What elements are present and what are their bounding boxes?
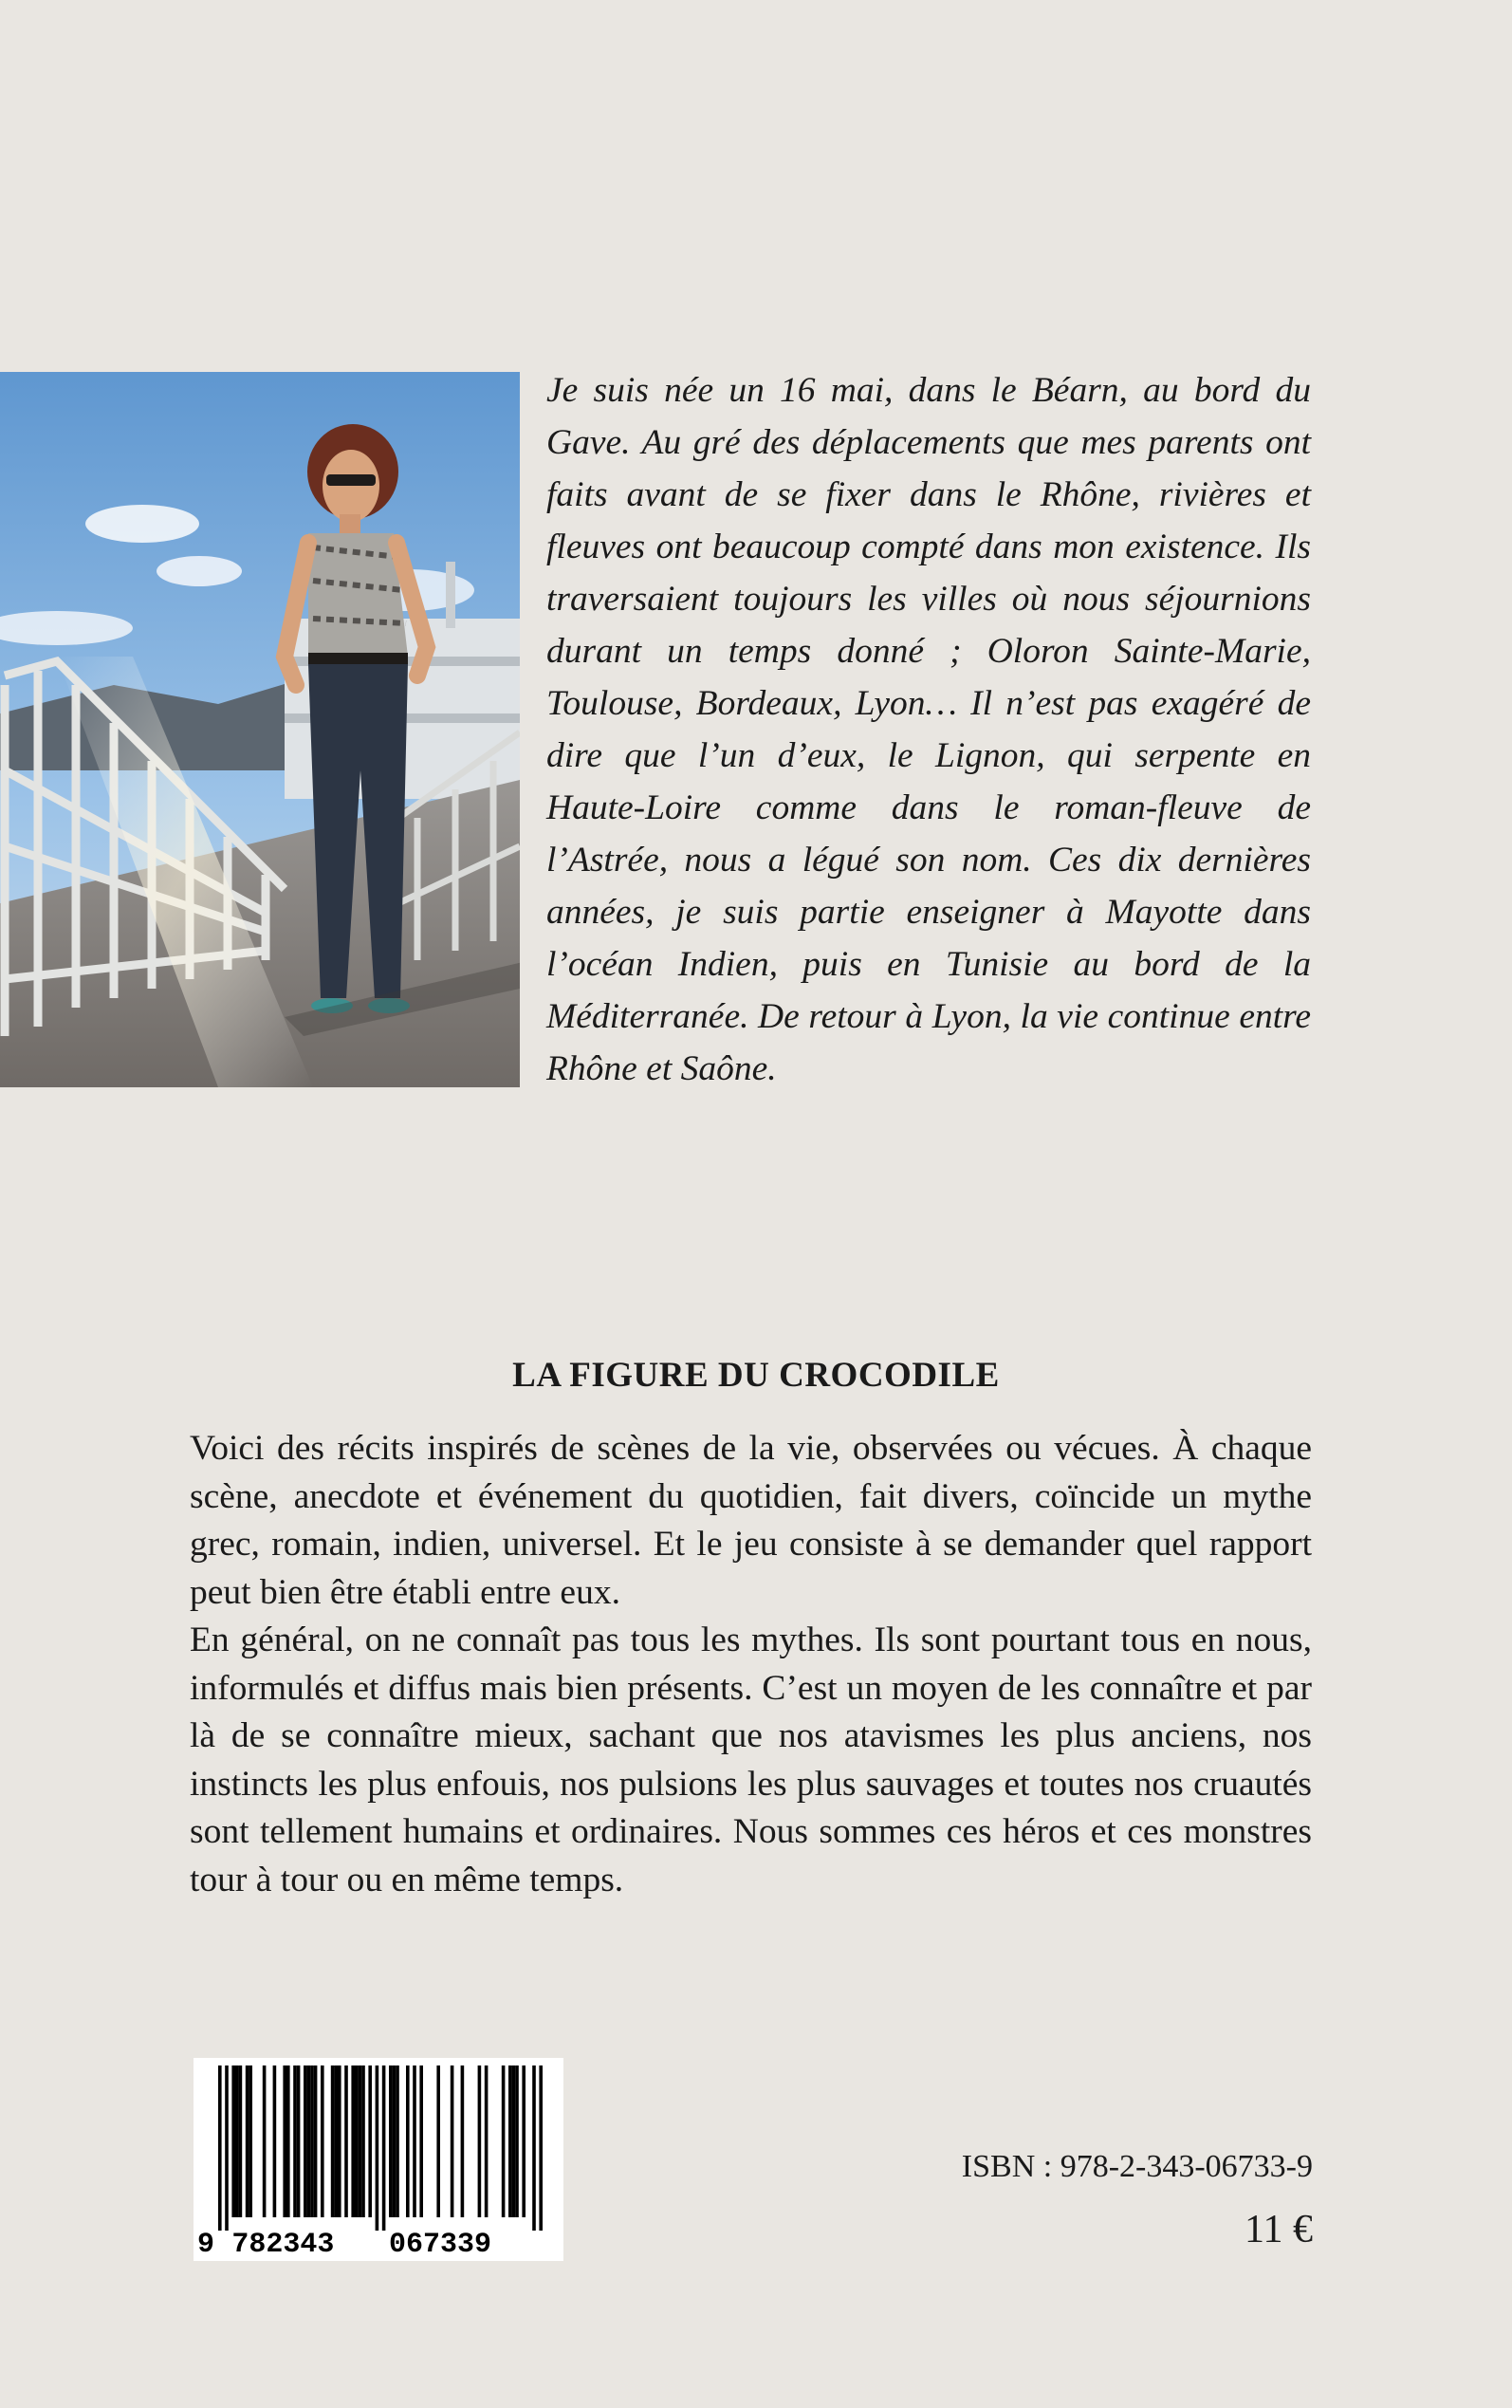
barcode-bar — [461, 2065, 465, 2217]
barcode-bar — [389, 2065, 393, 2217]
author-photo-illustration — [0, 372, 520, 1087]
barcode-bar — [382, 2065, 386, 2231]
author-bio: Je suis née un 16 mai, dans le Béarn, au bord du Gave. Au gré des déplacements que mes parents ont faits avant de se fixer dans le Rhône, rivières et fleuves ont beaucoup compté dans mon existence. Ils traversaient toujours les villes où nous séjournions durant un temps donné ; Oloron Sainte-Marie, Toulouse, Bordeaux, Lyon… Il n’est pas exagéré de dire que l’un d’eux, le Lignon, qui serpente en Haute-Loire comme dans le roman-fleuve de l’Astrée, nous a légué son nom. Ces dix dernières années, je suis partie enseigner à Mayotte dans l’océan Indien, puis en Tunisie au bord de la Méditerranée. De retour à Lyon, la vie continue entre Rhône et Saône. — [546, 371, 1311, 1088]
barcode-bar — [478, 2065, 482, 2217]
barcode-bar — [515, 2065, 519, 2217]
barcode-bar — [344, 2065, 348, 2217]
barcode-bar — [361, 2065, 365, 2217]
barcode-bar — [334, 2065, 338, 2217]
price-label: 11 € — [1245, 2208, 1313, 2251]
barcode-bar — [263, 2065, 267, 2217]
barcode-bar — [522, 2065, 526, 2217]
barcode-bar — [359, 2065, 362, 2217]
barcode-bar — [297, 2065, 301, 2217]
barcode-bar — [393, 2065, 396, 2217]
blurb-paragraph: Voici des récits inspirés de scènes de la vie, observées ou vécues. À chaque scène, anecdote et événement du quotidien, fait divers, coïncide un mythe grec, romain, indien, universel. Et le jeu consiste à se demander quel rapport peut bien être établi entre eux. — [190, 1429, 1312, 1612]
barcode-bar — [293, 2065, 297, 2217]
barcode-bar — [286, 2065, 290, 2217]
author-photo — [0, 372, 520, 1087]
barcode-digits: 9 — [197, 2229, 215, 2261]
barcode-bar — [249, 2065, 252, 2217]
barcode-bar — [283, 2065, 286, 2217]
barcode-digits: 782343 — [231, 2229, 335, 2261]
barcode-bar — [376, 2065, 379, 2231]
barcode-bar — [239, 2065, 243, 2217]
barcode-bar — [304, 2065, 307, 2217]
barcode-bar — [508, 2065, 512, 2217]
barcode-bar — [485, 2065, 489, 2217]
barcode-bar — [355, 2065, 359, 2217]
barcode-bar — [273, 2065, 277, 2217]
barcode-bar — [231, 2065, 235, 2217]
barcode-bar — [413, 2065, 416, 2217]
barcode-bar — [406, 2065, 410, 2217]
barcode-bar — [321, 2065, 324, 2217]
barcode-bar — [532, 2065, 536, 2231]
barcode-bar — [314, 2065, 318, 2217]
barcode-bar — [246, 2065, 249, 2217]
barcode-digits: 067339 — [389, 2229, 492, 2261]
isbn-label: ISBN : 978-2-343-06733-9 — [961, 2149, 1313, 2184]
barcode-bar — [331, 2065, 335, 2217]
barcode-bar — [310, 2065, 314, 2217]
barcode-bar — [368, 2065, 372, 2217]
barcode-bar — [225, 2065, 229, 2231]
barcode-bar — [338, 2065, 341, 2217]
barcode-bar — [351, 2065, 355, 2217]
barcode-bar — [396, 2065, 399, 2217]
barcode-bar — [539, 2065, 543, 2231]
barcode-bar — [218, 2065, 222, 2231]
barcode-bar — [419, 2065, 423, 2217]
barcode-bar — [436, 2065, 440, 2217]
barcode-bar — [235, 2065, 239, 2217]
barcode-bar — [307, 2065, 311, 2217]
book-title: LA FIGURE DU CROCODILE — [512, 1356, 1000, 1395]
barcode-bar — [512, 2065, 516, 2217]
barcode-graphic — [194, 2058, 563, 2261]
blurb-paragraph: En général, on ne connaît pas tous les mythes. Ils sont pourtant tous en nous, informulés et diffus mais bien présents. C’est un moyen de les connaître et par là de se connaître mieux, sachant que nos atavismes les plus anciens, nos instincts les plus enfouis, nos pulsions les plus sauvages et toutes nos cruautés sont tellement humains et ordinaires. Nous sommes ces héros et ces monstres tour à tour ou en même temps. — [190, 1621, 1312, 1899]
barcode-bar — [502, 2065, 506, 2217]
isbn-barcode — [194, 2058, 563, 2261]
barcode-bar — [451, 2065, 454, 2217]
book-blurb — [190, 1425, 1312, 1904]
